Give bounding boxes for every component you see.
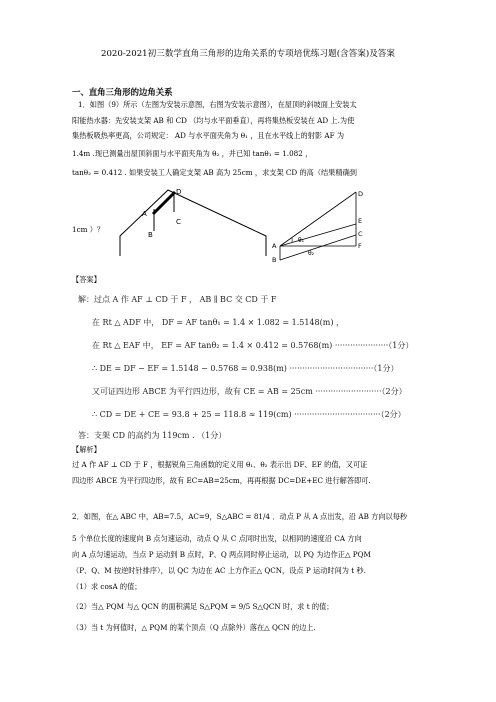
q2-line: 5 个单位长度的速度向 B 点匀速运动，动点 Q 从 C 点同时出发，以相同的速度沿 CA 方向 bbox=[72, 534, 362, 543]
label-B: B bbox=[148, 231, 153, 239]
explain-label: 【解析】 bbox=[72, 445, 101, 454]
q1-line: 集热板吸热率更高，公司规定： AD 与水平面夹角为 θ₁ ，且在水平线上的射影 AF 为 bbox=[72, 131, 345, 140]
label-B: B bbox=[272, 256, 277, 264]
label-F: F bbox=[358, 242, 362, 250]
solution-line: ∴ DE = DF − EF = 1.5148 − 0.5768 = 0.938(m) ·································（1分） bbox=[92, 364, 399, 373]
solution-line: 在 Rt △ EAF 中， EF = AF tanθ₂ = 1.4 × 0.412 = 0.5768(m) ·····················（1分） bbox=[92, 341, 414, 350]
label-C: C bbox=[176, 218, 181, 226]
q2-line: （3）当 t 为何值时，△ PQM 的某个顶点（Q 点除外）落在△ QCN 的边上. bbox=[72, 623, 316, 632]
q1-line-tail: 1cm ）？ bbox=[72, 225, 105, 234]
label-theta2: θ₂ bbox=[308, 250, 315, 257]
label-A: A bbox=[272, 242, 277, 250]
solution-line: ∴ CD = DE + CE = 93.8 + 25 = 118.8 ≈ 119(cm) ··································（2分） bbox=[92, 410, 406, 419]
label-C: C bbox=[358, 230, 363, 238]
solution-line: 在 Rt △ ADF 中， DF = AF tanθ₁ = 1.4 × 1.082 = 1.5148(m) ， bbox=[92, 318, 344, 327]
label-A: A bbox=[142, 210, 147, 218]
section-heading: 一、直角三角形的边角关系 bbox=[72, 87, 173, 97]
q1-line: 阳能热水器：先安装支架 AB 和 CD （均与水平面垂直），再将集热板安装在 AD 上.为使 bbox=[72, 116, 355, 125]
q2-line: （1）求 cosA 的值； bbox=[72, 582, 142, 591]
label-D: D bbox=[358, 190, 364, 198]
q1-line: 1．如图（9）所示（左图为安装示意图，右图为安装示意图），在屋顶的斜坡面上安装太 bbox=[78, 100, 357, 109]
q1-line: 1.4m .现已测量出屋顶斜面与水平面夹角为 θ₂ ，并已知 tanθ₁ = 1.082 ， bbox=[72, 149, 313, 158]
geometry-diagram-right bbox=[270, 190, 390, 264]
label-D: D bbox=[176, 188, 182, 196]
q2-line: （P、Q、M 按逆时针排序），以 QC 为边在 AC 上方作正△ QCN，设点 P 运动时间为 t 秒. bbox=[72, 566, 366, 575]
label-E: E bbox=[358, 217, 363, 225]
label-theta1: θ₁ bbox=[298, 237, 305, 244]
q1-line: tanθ₂ = 0.412 . 如果安装工人确定支架 AB 高为 25cm ，求支架 CD 的高（结果精确到 bbox=[72, 168, 357, 177]
q2-line: 2．如图，在△ ABC 中，AB=7.5，AC=9，S△ABC = 81/4 ．动点 P 从 A 点出发，沿 AB 方向以每秒 bbox=[72, 512, 408, 521]
explain-line: 过 A 作 AF ⊥ CD 于 F ，根据锐角三角函数的定义用 θ₁、θ₂ 表示出 DF、EF 的值，又可证 bbox=[72, 460, 368, 469]
explain-line: 四边形 ABCE 为平行四边形，故有 EC=AB=25cm，再再根据 DC=DE+EC 进行解答即可. bbox=[72, 476, 371, 485]
q2-line: 向 A 点匀速运动，当点 P 运动到 B 点时，P、Q 两点同时停止运动，以 PQ 为边作正△ PQM bbox=[72, 550, 371, 559]
solution-line: 又可证四边形 ABCE 为平行四边形，故有 CE = AB = 25cm ··························（2分） bbox=[92, 387, 407, 396]
answer-label: 【答案】 bbox=[72, 275, 101, 284]
roof-diagram-left bbox=[118, 186, 268, 258]
q2-line: （2）当△ PQM 与△ QCN 的面积满足 S△PQM = 9/5 S△QCN 时，求 t 的值； bbox=[72, 602, 334, 611]
solution-line: 解：过点 A 作 AF ⊥ CD 于 F ， AB ∥ BC 交 CD 于 F bbox=[78, 295, 277, 304]
document-title: 2020-2021初三数学直角三角形的边角关系的专项培优练习题(含答案)及答案 bbox=[101, 49, 395, 59]
solution-line: 答：支架 CD 的高约为 119cm . （1分） bbox=[78, 431, 227, 440]
